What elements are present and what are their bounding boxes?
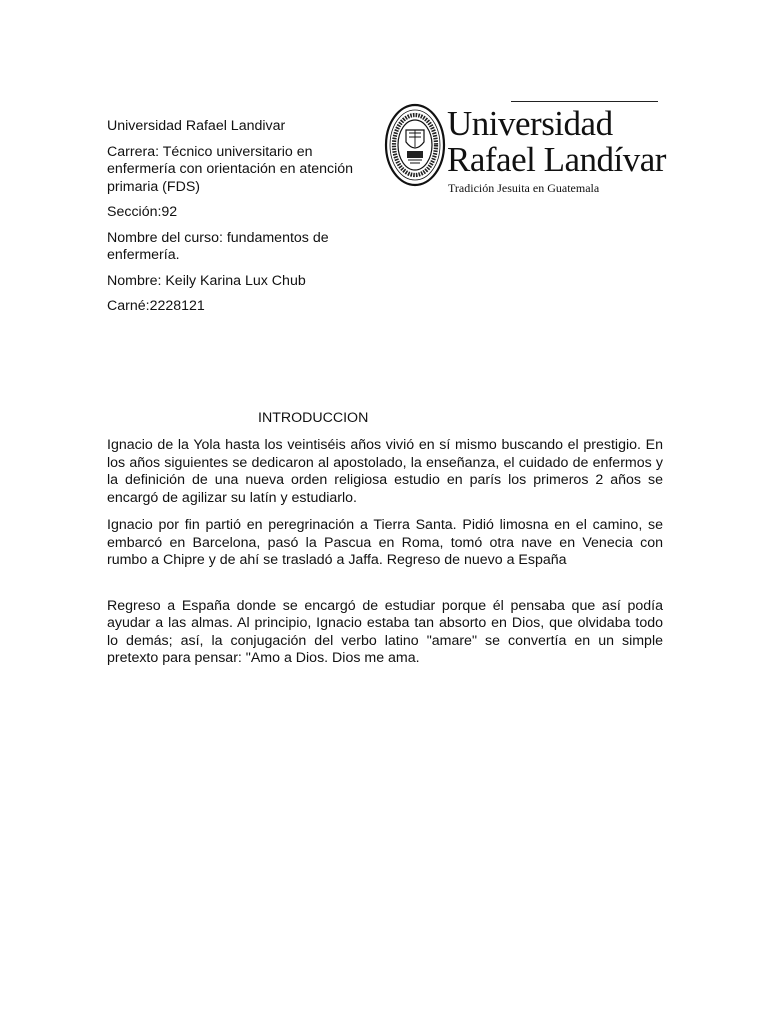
logo-rule [511,101,658,102]
document-header [107,118,357,324]
career-line: Carrera: Técnico universitario en enfermería con orientación en atención primaria (FDS) [107,143,354,195]
student-id-line: Carné:2228121 [107,298,205,314]
section-line: Sección:92 [107,204,178,220]
student-name-line: Nombre: Keily Karina Lux Chub [107,272,306,289]
paragraph: Ignacio de la Yola hasta los veintiséis años vivió en sí mismo buscando el prestigio. En los años siguientes se dedicaron al apostolado, la enseñanza, el cuidado de enfermos y la definición de una nueva orden religiosa estudio en parís los primeros 2 años se encargó de agilizar su latín y estudiarlo. [107,437,663,506]
paragraph: Regreso a España donde se encargó de estudiar porque él pensaba que así podía ayudar a las almas. Al principio, Ignacio estaba tan absorto en Dios, que olvidaba todo lo demás; así, la conjugación del verbo latino "amare" se convertía en un simple pretexto para pensar: "Amo a Dios. Dios me ama. [107,597,663,666]
introduction-body [107,437,663,678]
introduction-heading: INTRODUCCION [258,410,369,426]
logo-line-rafael-landivar: Rafael Landívar [447,140,666,179]
course-line: Nombre del curso: fundamentos de enfermería. [107,229,329,263]
university-name: Universidad Rafael Landivar [107,118,286,134]
paragraph: Ignacio por fin partió en peregrinación a Tierra Santa. Pidió limosna en el camino, se embarcó en Barcelona, pasó la Pascua en Roma, tomó otra nave en Venecia con rumbo a Chipre y de ahí se trasladó a Jaffa. Regreso de nuevo a España [107,517,663,568]
logo-line-universidad: Universidad [447,104,613,143]
logo-tagline: Tradición Jesuita en Guatemala [448,181,600,195]
university-seal-icon [384,102,446,188]
university-logo [384,100,666,196]
